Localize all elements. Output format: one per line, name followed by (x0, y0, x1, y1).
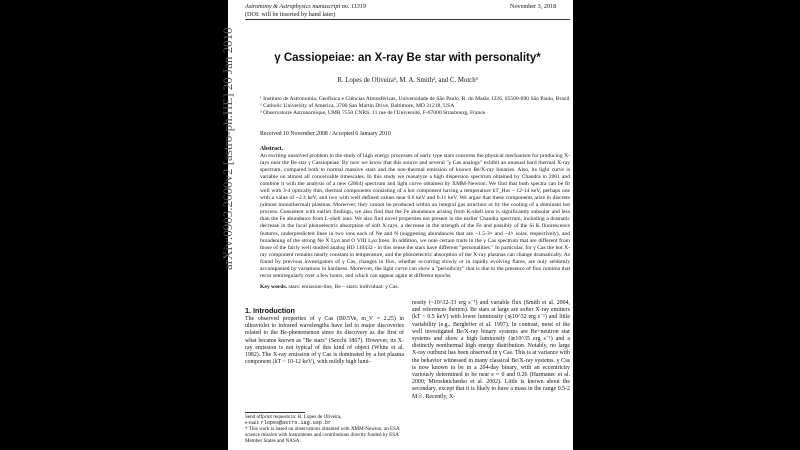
affiliation-1: ¹ Instituto de Astronomia, Geofísica e Ciências Atmosféricas, Universidade de São Paulo, R. do Matão 1226, 05508-090 São Paulo, Brazil (260, 96, 570, 102)
footnote-rule (245, 412, 305, 413)
section-heading-introduction: 1. Introduction (245, 306, 295, 315)
journal-name: Astronomy & Astrophysics manuscript no. 11319 (245, 3, 366, 10)
header-rule (245, 19, 570, 20)
left-black-margin (0, 0, 228, 450)
footnote-email: rlopes@astro.iag.usp.br (260, 420, 332, 427)
paper-title: γ Cassiopeiae: an X-ray Be star with personality* (274, 52, 541, 64)
footnote-email-label: e-mail: (245, 420, 260, 427)
affiliation-2: ² Catholic University of America, 3700 San Martin Drive, Baltimore, MD 21218, USA (260, 103, 455, 109)
footnotes (245, 414, 405, 444)
received-accepted-dates: Received 10 November 2008 / Accepted 6 January 2010 (260, 131, 391, 137)
affiliation-3: ³ Observatoire Astronomique, UMR 7550 CNRS, 11 rue de l'Université, F-67000 Strasbourg, France (260, 110, 486, 116)
right-column (412, 300, 570, 401)
header-date: November 3, 2018 (510, 3, 557, 10)
arxiv-stamp: arXiv:0903.2600v2 [astro-ph.HE] 20 Jan 2010 (220, 27, 235, 270)
right-black-margin (573, 0, 800, 450)
keywords (260, 284, 570, 290)
author-list: R. Lopes de Oliveira¹, M. A. Smith², and C. Motch³ (337, 77, 478, 84)
journal-header (245, 3, 366, 19)
left-column (245, 316, 404, 366)
footnote-xmm: * This work is based on observations obtained with XMM-Newton, an ESA science mission with instruments and contributions directly funded by ESA Member States and NASA. (245, 426, 400, 445)
abstract-text: An exciting unsolved problem in the study of high energy processes of early type stars concerns the physical mechanism for producing X-rays near the Be star γ Cassiopeiae. By now we know that this source and several "γ Cas analogs" exhibit an unusual hard thermal X-ray spectrum, compared both to normal massive stars and the non-thermal emission of known Be/X-ray binaries. Also, its light curve is variable on almost all conceivable timescales. In this study we reanalyze a high dispersion spectrum obtained by Chandra in 2001 and combine it with the analysis of a new (2004) spectrum and light curve obtained by XMM-Newton. We find that both spectra can be fit well with 3-4 optically thin, thermal components consisting of a hot component having a temperature kT_Hot ~ 12-14 keV, perhaps one with a value of ~2.4 keV, and two with well defined values near 0.6 keV and 0.11 keV. We argue that these components arise in discrete (almost monothermal) plasmas. Moreover, they cannot be produced within an integral gas structure or by the cooling of a dominant hot process. Consistent with earlier findings, we also find that the Fe abundance arising from K-shell ions is significantly subsolar and less than the Fe abundance from L-shell ions. We also find novel properties not present in the earlier Chandra spectrum, including a dramatic decrease in the local photoelectric absorption of soft X-rays, a decrease in the strength of the Fe and possibly of the Si K fluorescence features, underpredicted lines in two ions each of Ne and N (suggesting abundances that are ~1.5-3× and ~4× solar, respectively), and broadening of the strong Ne X Lyα and O VIII Lyα lines. In addition, we note certain traits in the γ Cas spectrum that are different from those of the fairly well studied analog HD 110432 - in this sense the stars have different "personalities." In particular, for γ Cas the hot X-ray component remains nearly constant in temperature, and the photoelectric absorption of the X-ray plasmas can change dramatically. As found by previous investigators of γ Cas, changes in flux, whether occurring slowly or in rapidly evolving flares, are only seldomly accompanied by variations in hardness. Moreover, the light curve can show a "periodicity" that is due to the presence of flux minima that recur semiregularly over a few hours, and which can appear again at different epochs. (260, 153, 570, 279)
intro-paragraph-left: The observed properties of γ Cas (B0.5Ve, m_V = 2.25) in ultraviolet to infrared wavelengths have led to major discoveries related to the Be-phenomenon since its discovery as the first of what became known as "Be stars" (Secchi 1867). However, its X-ray emission is not typical of this kind of object (White et al. 1982). The X-ray emission of γ Cas is dominated by a hot plasma component (kT ~ 10-12 keV), with mildly high lumi- (245, 316, 404, 366)
keywords-text: stars: emission-line, Be – stars: individual: γ Cas. (288, 284, 399, 290)
affiliations (260, 96, 570, 117)
intro-paragraph-right: nosity (~10^32-33 erg s⁻¹) and variable flux (Smith et al. 2004, and references therein). Be stars at large are softer X-ray emitters (kT ~ 0.5 keV) with lower luminosity (≲10^32 erg s⁻¹) and little variability (e.g., Berghöfer et al. 1997). In contrast, most of the well investigated Be/X-ray binary systems are Be+neutron star systems and show a high luminosity (≳10^35 erg s⁻¹) and a distinctly nonthermal high energy distribution. Notably, no large X-ray outburst has been observed in γ Cas. This is at variance with the behavior witnessed in many classical Be/X-ray systems. γ Cas is now known to be in a 204-day binary, with an eccentricity variously determined to be near e = 0 and 0.26 (Harmanec et al. 2000; Miroshnichenko et al. 2002). Little is known about the secondary, except that it is likely to have a mass in the range 0.5-2 M☉. Recently, X- (412, 300, 570, 400)
footnote-offprint: Send offprint requests to: R. Lopes de Oliveira, (245, 414, 342, 420)
doi-note: (DOI: will be inserted by hand later) (245, 11, 336, 18)
keywords-label: Key words. (260, 284, 288, 290)
abstract-heading: Abstract. (260, 146, 284, 152)
